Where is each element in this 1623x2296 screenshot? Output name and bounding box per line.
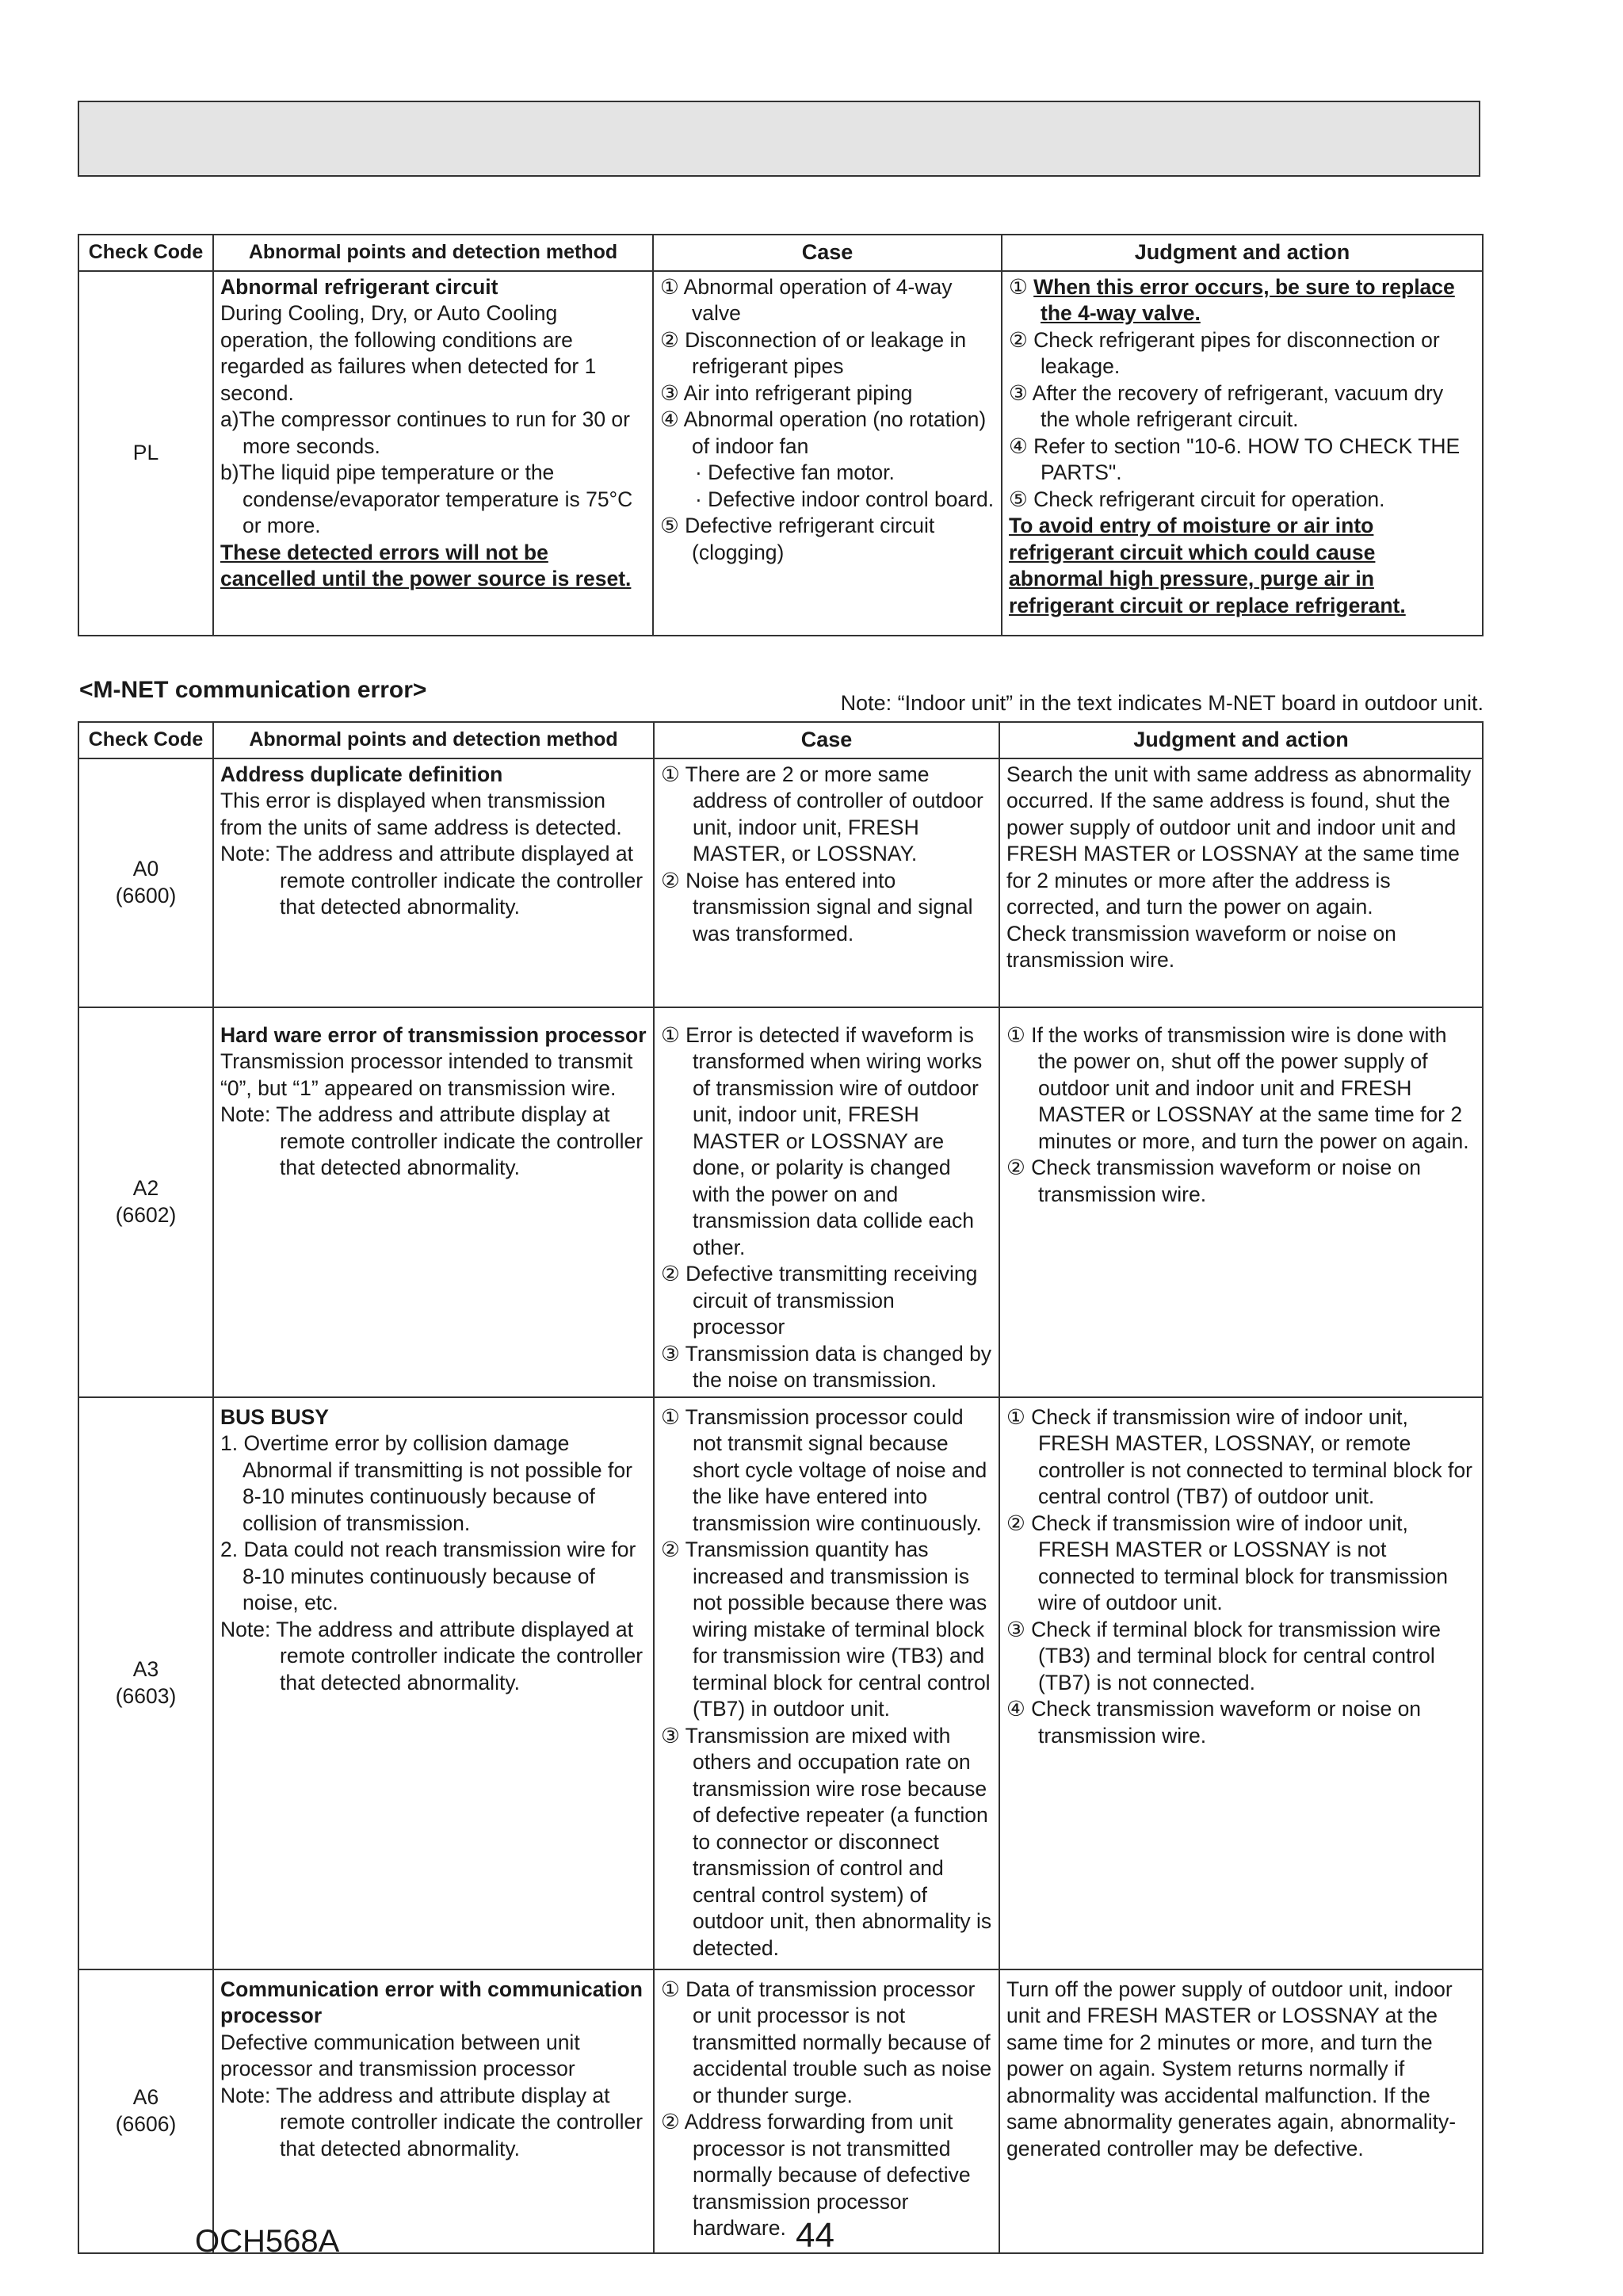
detection-text: During Cooling, Dry, or Auto Cooling operation, the following conditions are regarded as failures when detected for 1 second. (220, 301, 597, 405)
check-code-cell (78, 1969, 213, 2253)
action-warning: When this error occurs, be sure to replace the 4-way valve. (1033, 274, 1455, 325)
action-text: Turn off the power supply of outdoor unit, indoor unit and FRESH MASTER or LOSSNAY at the same time for 2 minutes or more, and turn the power on again. System returns normally if abnormality was accidental malfunction. If the same abnormality generates again, abnormality-generated controller may be defective. (1006, 1977, 1457, 2160)
case-item: ① Data of transmission processor or unit processor is not transmitted normally because of accidental trouble such as noise or thunder surge. (661, 1977, 992, 2107)
column-header: Abnormal points and detection method (213, 722, 654, 758)
case-item: ④ Abnormal operation (no rotation) of indoor fan (660, 407, 987, 458)
table-header-row (78, 722, 1483, 758)
judgment-cell (999, 758, 1483, 1007)
detection-note: Note: The address and attribute displayed at remote controller indicate the controller that detected abnormality. (220, 842, 643, 919)
detection-note: Note: The address and attribute display at remote controller indicate the controller that detected abnormality. (220, 2083, 643, 2160)
judgment-cell (999, 1007, 1483, 1397)
case-item: ⑤ Defective refrigerant circuit (clogging) (660, 514, 935, 564)
action-item: ④ Check transmission waveform or noise on transmission wire. (1006, 1697, 1422, 1748)
case-item: ② Address forwarding from unit processor is not transmitted normally because of defective transmission processor hardware. (661, 2110, 971, 2240)
detection-method-cell (213, 1969, 654, 2253)
action-text: Check transmission waveform or noise on transmission wire. (1006, 921, 1396, 972)
detection-title: Abnormal refrigerant circuit (220, 274, 498, 299)
column-header: Case (653, 235, 1002, 271)
action-item: ② Check if transmission wire of indoor unit, FRESH MASTER or LOSSNAY is not connected to terminal block for transmission wire of outdoor unit. (1006, 1511, 1448, 1614)
table-header-row (78, 235, 1483, 271)
action-item: ② Check transmission waveform or noise on transmission wire. (1006, 1156, 1422, 1206)
page-number: 44 (796, 2216, 834, 2255)
check-code: A0 (132, 857, 159, 881)
action-item: ① If the works of transmission wire is done with the power on, shut off the power supply of outdoor unit and indoor unit and FRESH MASTER or LOSSNAY at the same time for 2 minutes or more, and turn the power on again. (1006, 1022, 1469, 1153)
check-code-cell (78, 1397, 213, 1969)
check-code-number: (6602) (115, 1202, 177, 1227)
condition-b: b)The liquid pipe temperature or the condense/evaporator temperature is 75°C or more. (220, 460, 633, 537)
action-item: ③ After the recovery of refrigerant, vacuum dry the whole refrigerant circuit. (1009, 380, 1444, 431)
pl-error-table (78, 234, 1484, 636)
judgment-cell (999, 1969, 1483, 2253)
check-code: A2 (132, 1176, 159, 1200)
detection-note: Note: The address and attribute displayed at remote controller indicate the controller that detected abnormality. (220, 1617, 643, 1694)
action-item: ① Check if transmission wire of indoor unit, FRESH MASTER, LOSSNAY, or remote controller is not connected to terminal block for central control (TB7) of outdoor unit. (1006, 1404, 1472, 1508)
judgment-cell (999, 1397, 1483, 1969)
detection-text: This error is displayed when transmission from the units of same address is detected. (220, 789, 622, 839)
case-subitem: · Defective indoor control board. (695, 487, 995, 511)
check-code: PL (78, 271, 213, 636)
check-code-number: (6603) (115, 1683, 177, 1708)
case-cell (654, 1969, 999, 2253)
check-code-cell (78, 1007, 213, 1397)
action-text: Search the unit with same address as abnormality occurred. If the same address is found, shut the power supply of outdoor unit and indoor unit and FRESH MASTER or LOSSNAY at the same time for 2 minutes or more after the address is corrected, and turn the power on again. (1006, 762, 1472, 919)
column-header: Judgment and action (1002, 235, 1483, 271)
table-row (78, 1397, 1483, 1969)
action-warning: To avoid entry of moisture or air into refrigerant circuit which could cause abnormal high pressure, purge air in refrigerant circuit or replace refrigerant. (1009, 514, 1406, 617)
case-item: ① Error is detected if waveform is transformed when wiring works of transmission wire of outdoor unit, indoor unit, FRESH MASTER or LOSSNAY are done, or polarity is changed with the power on and transmission data collide each other. (661, 1022, 983, 1259)
detection-item: 1. Overtime error by collision damage Abnormal if transmitting is not possible for 8-10 minutes continuously because of collision of transmission. (220, 1431, 632, 1535)
case-item: ③ Transmission are mixed with others and occupation rate on transmission wire rose because of defective repeater (a function to connector or disconnect transmission of control and central control system) of outdoor unit, then abnormality is detected. (661, 1723, 992, 1960)
detection-text: Transmission processor intended to transmit “0”, but “1” appeared on transmission wire. (220, 1049, 633, 1100)
table-row (78, 1969, 1483, 2253)
detection-warning: These detected errors will not be cancelled until the power source is reset. (220, 540, 632, 590)
detection-method-cell (213, 1397, 654, 1969)
header-bar (78, 101, 1480, 177)
case-item: ③ Transmission data is changed by the noise on transmission. (661, 1341, 992, 1392)
column-header: Judgment and action (999, 722, 1483, 758)
action-item: ② Check refrigerant pipes for disconnection or leakage. (1009, 327, 1440, 378)
action-item: ⑤ Check refrigerant circuit for operation. (1009, 487, 1385, 511)
case-item: ① Transmission processor could not transmit signal because short cycle voltage of noise and the like have entered into transmission wire continuously. (661, 1404, 987, 1535)
case-subitem: · Defective fan motor. (695, 460, 895, 484)
column-header: Abnormal points and detection method (213, 235, 653, 271)
case-item: ② Defective transmitting receiving circuit of transmission processor (661, 1262, 978, 1339)
table-row (78, 758, 1483, 1007)
column-header: Check Code (78, 722, 213, 758)
case-item: ③ Air into refrigerant piping (660, 380, 913, 405)
detection-note: Note: The address and attribute display at remote controller indicate the controller that detected abnormality. (220, 1102, 643, 1179)
detection-title: BUS BUSY (220, 1404, 329, 1429)
detection-method-cell (213, 1007, 654, 1397)
case-item: ② Disconnection of or leakage in refrigerant pipes (660, 327, 967, 378)
section-note: Note: “Indoor unit” in the text indicates M-NET board in outdoor unit. (840, 691, 1484, 715)
table-row (78, 271, 1483, 636)
check-code-number: (6606) (115, 2111, 177, 2136)
case-cell (653, 271, 1002, 636)
mnet-error-table (78, 721, 1484, 2254)
check-code-number: (6600) (115, 883, 177, 907)
detection-title: Communication error with communication processor (220, 1977, 643, 2027)
case-item: ① There are 2 or more same address of controller of outdoor unit, indoor unit, FRESH MASTER, or LOSSNAY. (661, 762, 983, 865)
section-title: <M-NET communication error> (79, 677, 427, 703)
action-item: ④ Refer to section "10-6. HOW TO CHECK THE PARTS". (1009, 434, 1461, 484)
table-row (78, 1007, 1483, 1397)
case-item: ① Abnormal operation of 4-way valve (660, 274, 953, 325)
case-item: ② Transmission quantity has increased and transmission is not possible because there was wiring mistake of terminal block for transmission wire (TB3) and terminal block for central control (TB7) in outdoor unit. (661, 1538, 991, 1721)
detection-text: Defective communication between unit processor and transmission processor (220, 2030, 580, 2080)
detection-item: 2. Data could not reach transmission wire for 8-10 minutes continuously because of noise, etc. (220, 1538, 636, 1614)
column-header: Case (654, 722, 999, 758)
check-code: A6 (132, 2085, 159, 2109)
detection-title: Hard ware error of transmission processor (220, 1022, 647, 1047)
case-cell (654, 758, 999, 1007)
action-number: ① (1009, 274, 1028, 299)
detection-method-cell (213, 271, 653, 636)
detection-title: Address duplicate definition (220, 762, 503, 786)
case-item: ② Noise has entered into transmission signal and signal was transformed. (661, 868, 973, 946)
case-cell (654, 1007, 999, 1397)
judgment-cell (1002, 271, 1483, 636)
action-item: ③ Check if terminal block for transmission wire (TB3) and terminal block for central control (TB7) is not connected. (1006, 1617, 1442, 1694)
case-cell (654, 1397, 999, 1969)
check-code: A3 (132, 1657, 159, 1681)
column-header: Check Code (78, 235, 213, 271)
detection-method-cell (213, 758, 654, 1007)
document-code: OCH568A (195, 2224, 340, 2259)
condition-a: a)The compressor continues to run for 30 or more seconds. (220, 407, 630, 458)
check-code-cell (78, 758, 213, 1007)
